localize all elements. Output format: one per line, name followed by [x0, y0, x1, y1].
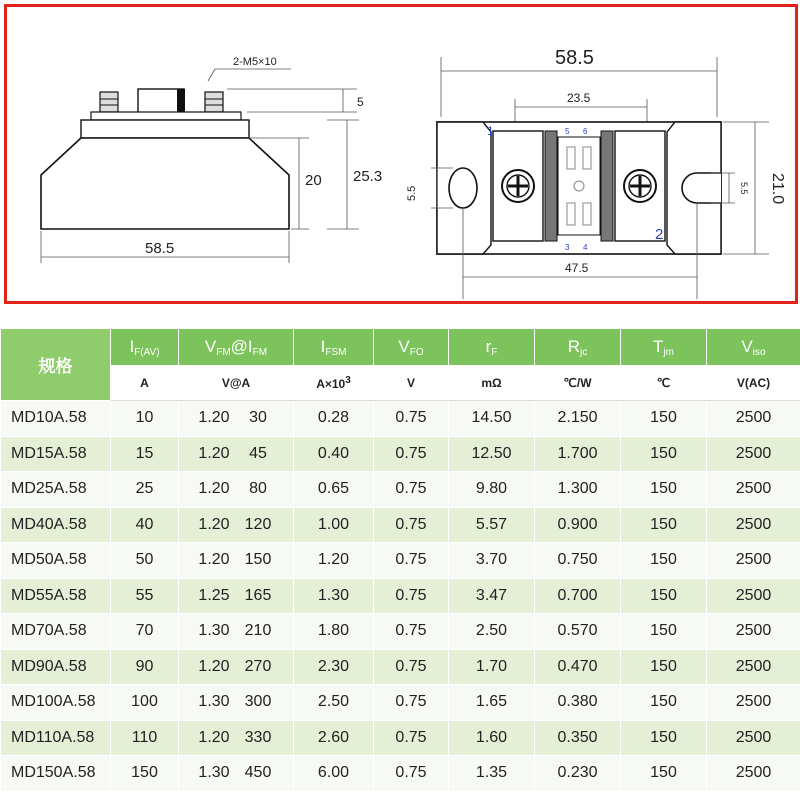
if-cell: 90 — [111, 649, 179, 685]
dim-top-overall-width: 58.5 — [555, 47, 594, 69]
table-row — [1, 756, 800, 792]
dim-hole-spacing: 47.5 — [565, 261, 589, 275]
ifsm-cell: 0.28 — [294, 401, 374, 437]
ifm-value: 165 — [244, 586, 272, 604]
screw-right-icon — [205, 92, 223, 112]
vfm-value: 1.30 — [198, 622, 230, 640]
unit-viso: V(AC) — [707, 366, 800, 401]
rf-cell: 1.65 — [449, 685, 535, 721]
dim-side-width: 58.5 — [145, 240, 175, 257]
vfm-ifm-cell — [179, 543, 294, 579]
tjm-cell: 150 — [621, 401, 707, 437]
ifsm-cell: 6.00 — [294, 756, 374, 792]
vfo-cell: 0.75 — [374, 720, 449, 756]
vfm-ifm-cell — [179, 436, 294, 472]
dim-total-height: 25.3 — [353, 168, 383, 185]
rjc-cell: 0.570 — [535, 614, 621, 650]
if-cell: 15 — [111, 436, 179, 472]
if-cell: 25 — [111, 472, 179, 508]
if-cell: 40 — [111, 507, 179, 543]
dim-right-slot: 5.5 — [739, 182, 749, 195]
viso-cell: 2500 — [707, 685, 800, 721]
table-row — [1, 685, 800, 721]
vfm-value: 1.25 — [198, 586, 230, 604]
rjc-cell: 1.300 — [535, 472, 621, 508]
model-cell: MD100A.58 — [1, 685, 111, 721]
rjc-cell: 2.150 — [535, 401, 621, 437]
rjc-cell: 0.900 — [535, 507, 621, 543]
vfm-value: 1.30 — [198, 693, 230, 711]
pin-label-2: 2 — [655, 226, 664, 243]
model-cell: MD50A.58 — [1, 543, 111, 579]
rf-cell: 3.47 — [449, 578, 535, 614]
table-row — [1, 720, 800, 756]
viso-cell: 2500 — [707, 507, 800, 543]
header-viso: $V_{iso}$ — [707, 329, 800, 366]
vfm-value: 1.20 — [198, 480, 230, 498]
rf-cell: 3.70 — [449, 543, 535, 579]
vfm-value: 1.20 — [198, 551, 230, 569]
header-rjc: $R_{jc}$ — [535, 329, 621, 366]
spec-table — [0, 328, 800, 792]
header-ifsm: $I_{FSM}$ — [294, 329, 374, 366]
tjm-cell: 150 — [621, 543, 707, 579]
rf-cell: 2.50 — [449, 614, 535, 650]
vfo-cell: 0.75 — [374, 507, 449, 543]
vfm-ifm-cell — [179, 614, 294, 650]
rf-cell: 1.35 — [449, 756, 535, 792]
pin-label-5: 5 — [565, 127, 570, 136]
ifm-value: 330 — [244, 728, 272, 746]
vfo-cell: 0.75 — [374, 756, 449, 792]
table-row — [1, 578, 800, 614]
if-cell: 10 — [111, 401, 179, 437]
table-row — [1, 614, 800, 650]
model-cell: MD90A.58 — [1, 649, 111, 685]
dim-top-inner-width: 23.5 — [567, 91, 591, 105]
model-cell: MD150A.58 — [1, 756, 111, 792]
viso-cell: 2500 — [707, 401, 800, 437]
vfm-ifm-cell — [179, 649, 294, 685]
dim-top-height: 5 — [357, 95, 364, 109]
vfo-cell: 0.75 — [374, 436, 449, 472]
ifsm-cell: 0.40 — [294, 436, 374, 472]
tjm-cell: 150 — [621, 720, 707, 756]
model-cell: MD25A.58 — [1, 472, 111, 508]
vfo-cell: 0.75 — [374, 614, 449, 650]
tjm-cell: 150 — [621, 685, 707, 721]
viso-cell: 2500 — [707, 543, 800, 579]
if-cell: 50 — [111, 543, 179, 579]
rjc-cell: 0.700 — [535, 578, 621, 614]
side-view — [41, 56, 382, 263]
rf-cell: 14.50 — [449, 401, 535, 437]
rjc-cell: 0.750 — [535, 543, 621, 579]
if-cell: 100 — [111, 685, 179, 721]
ifsm-cell: 2.30 — [294, 649, 374, 685]
pin-label-4: 4 — [583, 243, 588, 252]
rf-cell: 5.57 — [449, 507, 535, 543]
unit-vfm: V@A — [179, 366, 294, 401]
if-cell: 150 — [111, 756, 179, 792]
viso-cell: 2500 — [707, 720, 800, 756]
ifm-value: 270 — [244, 657, 272, 675]
ifsm-cell: 1.80 — [294, 614, 374, 650]
vfo-cell: 0.75 — [374, 472, 449, 508]
ifsm-cell: 1.30 — [294, 578, 374, 614]
top-view — [406, 47, 786, 299]
tjm-cell: 150 — [621, 507, 707, 543]
model-cell: MD55A.58 — [1, 578, 111, 614]
model-cell: MD70A.58 — [1, 614, 111, 650]
viso-cell: 2500 — [707, 756, 800, 792]
vfm-ifm-cell — [179, 720, 294, 756]
pin-label-3: 3 — [565, 243, 570, 252]
vfm-ifm-cell — [179, 401, 294, 437]
tjm-cell: 150 — [621, 472, 707, 508]
unit-rjc: ℃/W — [535, 366, 621, 401]
rf-cell: 1.70 — [449, 649, 535, 685]
unit-rf: mΩ — [449, 366, 535, 401]
rjc-cell: 0.230 — [535, 756, 621, 792]
table-row — [1, 543, 800, 579]
ifm-value: 150 — [244, 551, 272, 569]
vfm-ifm-cell — [179, 685, 294, 721]
table-row — [1, 401, 800, 437]
pin-label-6: 6 — [583, 127, 588, 136]
vfo-cell: 0.75 — [374, 543, 449, 579]
dim-body-height: 20 — [305, 172, 322, 189]
tjm-cell: 150 — [621, 756, 707, 792]
ifm-value: 30 — [249, 409, 267, 427]
terminal-screw-left-icon — [502, 170, 534, 202]
rf-cell: 9.80 — [449, 472, 535, 508]
unit-vfo: V — [374, 366, 449, 401]
dim-top-height: 21.0 — [769, 173, 786, 205]
mechanical-drawing-panel — [4, 4, 798, 304]
table-row — [1, 507, 800, 543]
terminal-screw-right-icon — [624, 170, 656, 202]
rf-cell: 1.60 — [449, 720, 535, 756]
model-cell: MD40A.58 — [1, 507, 111, 543]
screw-spec-label: 2-M5×10 — [233, 56, 277, 68]
rjc-cell: 1.700 — [535, 436, 621, 472]
ifm-value: 210 — [244, 622, 272, 640]
viso-cell: 2500 — [707, 649, 800, 685]
table-row — [1, 649, 800, 685]
model-cell: MD110A.58 — [1, 720, 111, 756]
dim-left-hole: 5.5 — [406, 185, 418, 201]
ifm-value: 300 — [244, 693, 272, 711]
vfm-value: 1.20 — [198, 657, 230, 675]
vfo-cell: 0.75 — [374, 401, 449, 437]
if-cell: 110 — [111, 720, 179, 756]
vfo-cell: 0.75 — [374, 578, 449, 614]
model-cell: MD15A.58 — [1, 436, 111, 472]
ifm-value: 450 — [244, 764, 272, 782]
ifsm-cell: 2.50 — [294, 685, 374, 721]
ifsm-cell: 2.60 — [294, 720, 374, 756]
rjc-cell: 0.380 — [535, 685, 621, 721]
header-vfm-ifm: $V_{FM}@I_{FM}$ — [179, 329, 294, 366]
if-cell: 70 — [111, 614, 179, 650]
dimension-drawing — [7, 7, 795, 301]
model-cell: MD10A.58 — [1, 401, 111, 437]
ifm-value: 120 — [244, 515, 272, 533]
viso-cell: 2500 — [707, 578, 800, 614]
tjm-cell: 150 — [621, 436, 707, 472]
mounting-slot-right-icon — [682, 173, 721, 203]
viso-cell: 2500 — [707, 614, 800, 650]
model-header: 规格 — [1, 329, 111, 401]
vfm-value: 1.20 — [198, 515, 230, 533]
mounting-hole-left-icon — [449, 168, 477, 208]
ifm-value: 80 — [249, 480, 267, 498]
ifsm-cell: 1.00 — [294, 507, 374, 543]
vfo-cell: 0.75 — [374, 649, 449, 685]
vfm-value: 1.30 — [198, 764, 230, 782]
vfm-ifm-cell — [179, 472, 294, 508]
vfm-value: 1.20 — [198, 409, 230, 427]
vfo-cell: 0.75 — [374, 685, 449, 721]
unit-ifsm: $A\times 10^3$ — [294, 366, 374, 401]
rjc-cell: 0.350 — [535, 720, 621, 756]
ifsm-cell: 0.65 — [294, 472, 374, 508]
rf-cell: 12.50 — [449, 436, 535, 472]
vfm-value: 1.20 — [198, 728, 230, 746]
ifsm-cell: 1.20 — [294, 543, 374, 579]
spec-table-body — [1, 401, 800, 792]
viso-cell: 2500 — [707, 472, 800, 508]
unit-tjm: ℃ — [621, 366, 707, 401]
table-row — [1, 436, 800, 472]
screw-left-icon — [100, 92, 118, 112]
ifm-value: 45 — [249, 444, 267, 462]
tjm-cell: 150 — [621, 578, 707, 614]
table-row — [1, 472, 800, 508]
rjc-cell: 0.470 — [535, 649, 621, 685]
header-tjm: $T_{jm}$ — [621, 329, 707, 366]
header-if-av: $I_{F(AV)}$ — [111, 329, 179, 366]
tjm-cell: 150 — [621, 614, 707, 650]
vfm-ifm-cell — [179, 756, 294, 792]
pin-label-1: 1 — [487, 124, 494, 138]
unit-if: A — [111, 366, 179, 401]
viso-cell: 2500 — [707, 436, 800, 472]
vfm-ifm-cell — [179, 578, 294, 614]
vfm-value: 1.20 — [198, 444, 230, 462]
vfm-ifm-cell — [179, 507, 294, 543]
if-cell: 55 — [111, 578, 179, 614]
header-rf: $r_F$ — [449, 329, 535, 366]
tjm-cell: 150 — [621, 649, 707, 685]
header-vfo: $V_{FO}$ — [374, 329, 449, 366]
